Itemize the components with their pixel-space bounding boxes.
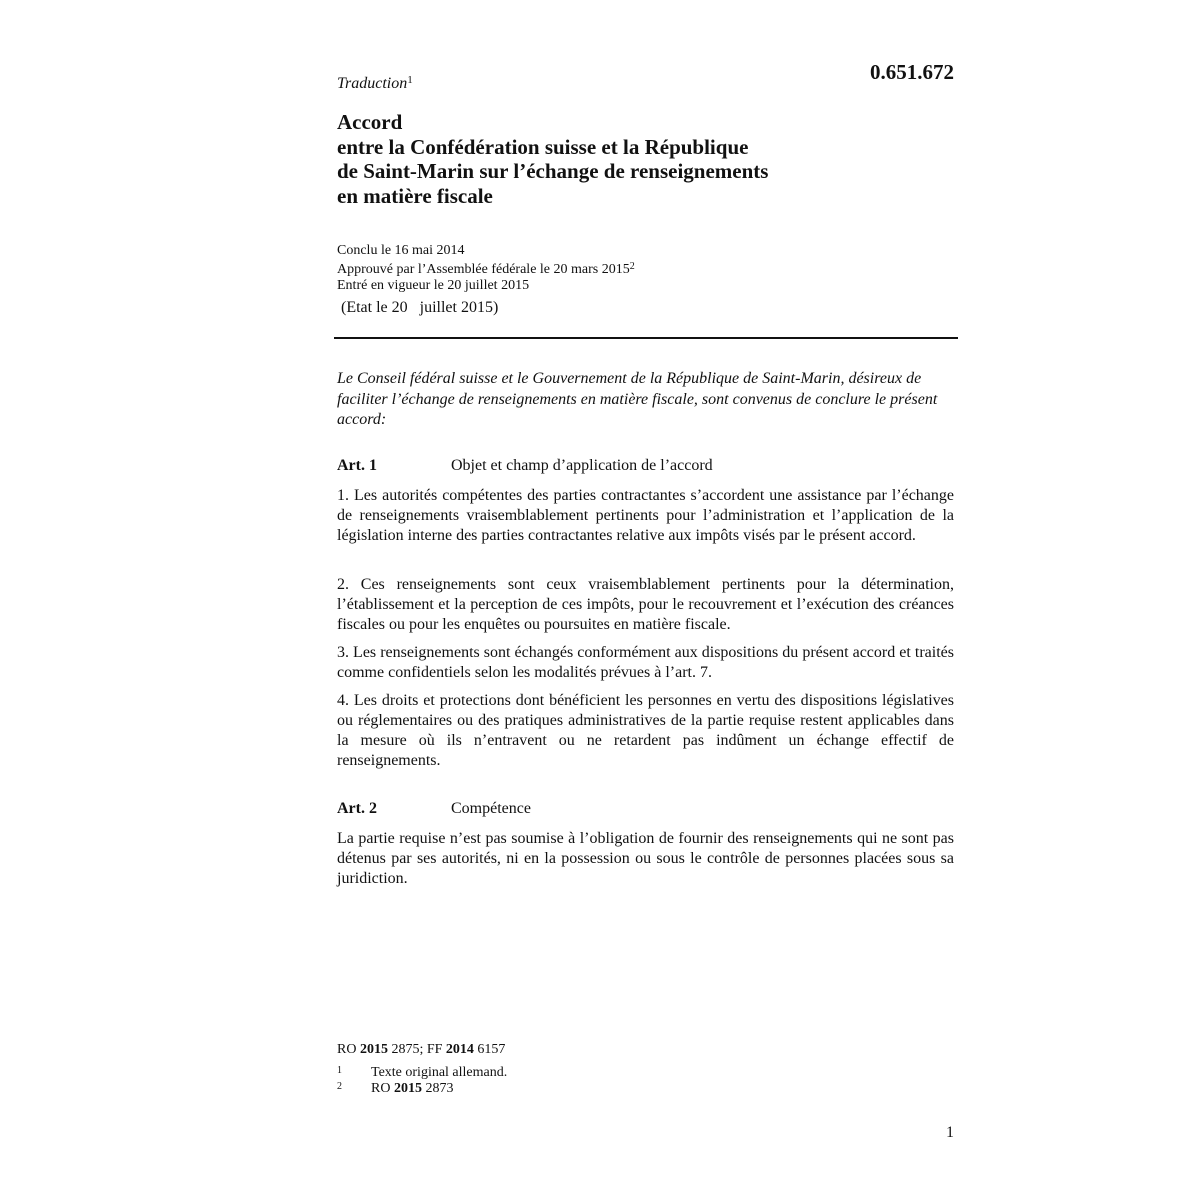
ff-year: 2014 xyxy=(445,1042,474,1057)
article-1-paragraph-2: 2. Ces renseignements sont ceux vraisemblablement pertinents pour la détermination, l’établissement et la perception de ces impôts, pour le recouvrement et l’exécution des créances fiscales ou pour les enquêtes ou poursuites en matière fiscale. xyxy=(337,576,954,633)
footnote-ref-2[interactable]: 2 xyxy=(629,261,635,272)
in-force-date: Entré en vigueur le 20 juillet 2015 xyxy=(337,278,530,293)
footnote-2-mark: 2 xyxy=(337,1081,342,1092)
footnote-1-text: Texte original allemand. xyxy=(371,1065,508,1080)
article-1-paragraph-4: 4. Les droits et protections dont bénéficient les personnes en vertu des dispositions législatives ou réglementaires ou des pratiques administratives de la partie requise restent applicables dans la mesure où ils n’entravent ou ne retardent pas indûment un échange effectif de renseignements. xyxy=(337,692,954,769)
title-line-3: de Saint-Marin sur l’échange de renseignements xyxy=(337,159,769,183)
footnote-2 xyxy=(337,1079,453,1097)
article-1-title: Objet et champ d’application de l’accord xyxy=(451,457,713,474)
article-1-number: Art. 1 xyxy=(337,457,377,474)
article-2-paragraph-1: La partie requise n’est pas soumise à l’obligation de fournir des renseignements qui ne sont pas détenus par ses autorités, ni en la possession ou sous le contrôle de personnes placées sous sa juridiction. xyxy=(337,830,954,887)
translation-text: Traduction xyxy=(337,75,408,92)
document-metadata xyxy=(337,243,635,294)
footnote-2-page: 2873 xyxy=(425,1081,454,1096)
footnote-1-mark: 1 xyxy=(337,1065,342,1076)
ff-page: 6157 xyxy=(477,1042,506,1057)
article-2-title: Compétence xyxy=(451,800,531,817)
article-1-paragraph-3: 3. Les renseignements sont échangés conformément aux dispositions du présent accord et traités comme confidentiels selon les modalités prévues à l’art. 7. xyxy=(337,644,954,681)
title-line-1: Accord xyxy=(337,110,403,134)
footnote-ref-1[interactable]: 1 xyxy=(407,74,413,86)
status-date: (Etat le 20 juillet 2015) xyxy=(341,299,499,316)
publication-reference xyxy=(337,1042,505,1058)
sr-number: 0.651.672 xyxy=(870,60,954,84)
page-number: 1 xyxy=(946,1124,954,1141)
translation-label xyxy=(337,74,413,93)
article-2-heading xyxy=(337,800,531,818)
ro-page: 2875; FF xyxy=(391,1042,443,1057)
article-1-paragraph-1: 1. Les autorités compétentes des parties contractantes s’accordent une assistance par l’échange de renseignements vraisemblablement pertinents pour l’administration et l’application de la législation interne des parties contractantes relative aux impôts visés par le présent accord. xyxy=(337,487,954,544)
document-title xyxy=(337,110,897,208)
title-line-4: en matière fiscale xyxy=(337,183,493,208)
concluded-date: Conclu le 16 mai 2014 xyxy=(337,243,465,258)
footnote-2-year: 2015 xyxy=(393,1081,422,1096)
preamble: Le Conseil fédéral suisse et le Gouvernement de la République de Saint-Marin, désireux de faciliter l’échange de renseignements en matière fiscale, sont convenus de conclure le présent accord: xyxy=(337,370,938,428)
ro-label: RO xyxy=(337,1042,357,1057)
footnote-2-prefix: RO xyxy=(371,1081,391,1096)
header-divider xyxy=(334,337,958,339)
ro-year: 2015 xyxy=(359,1042,388,1057)
article-1-heading xyxy=(337,457,713,475)
approved-line xyxy=(337,259,635,278)
title-line-2: entre la Confédération suisse et la République xyxy=(337,134,749,159)
article-2-number: Art. 2 xyxy=(337,800,377,817)
approved-date: Approuvé par l’Assemblée fédérale le 20 mars 2015 xyxy=(337,262,630,277)
